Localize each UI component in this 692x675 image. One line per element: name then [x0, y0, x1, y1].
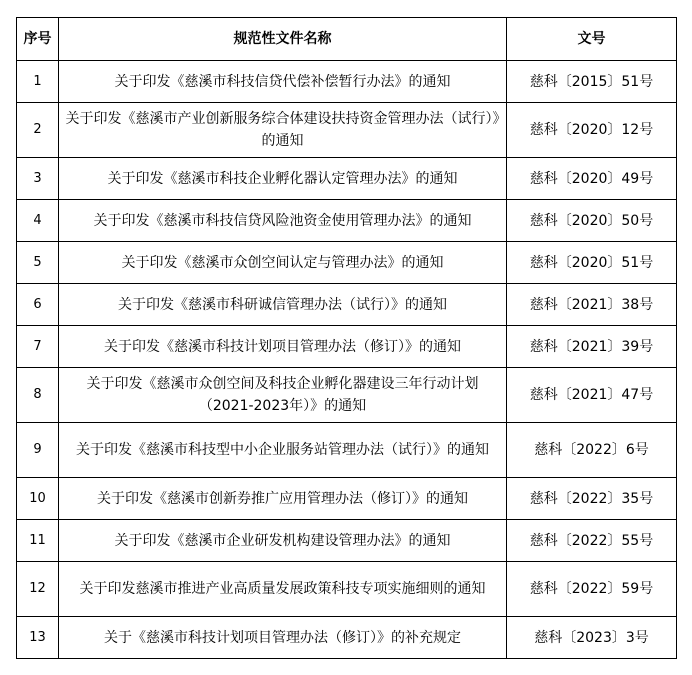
table-row	[17, 478, 677, 520]
row-document-name: 关于印发《慈溪市众创空间认定与管理办法》的通知	[59, 242, 507, 284]
row-document-number: 慈科〔2020〕12号	[507, 103, 677, 158]
row-document-number: 慈科〔2021〕38号	[507, 284, 677, 326]
row-no: 9	[17, 423, 59, 478]
header-no: 序号	[17, 18, 59, 61]
row-no: 5	[17, 242, 59, 284]
row-no: 6	[17, 284, 59, 326]
table-header-row	[17, 18, 677, 61]
table-row	[17, 326, 677, 368]
table-row	[17, 423, 677, 478]
row-document-name: 关于印发《慈溪市科研诚信管理办法（试行）》的通知	[59, 284, 507, 326]
regulatory-documents-table	[16, 17, 677, 659]
row-document-name: 关于印发《慈溪市科技企业孵化器认定管理办法》的通知	[59, 158, 507, 200]
table-row	[17, 368, 677, 423]
header-document-name: 规范性文件名称	[59, 18, 507, 61]
row-no: 2	[17, 103, 59, 158]
table-row	[17, 103, 677, 158]
row-document-number: 慈科〔2021〕47号	[507, 368, 677, 423]
row-document-name: 关于印发《慈溪市科技信贷代偿补偿暂行办法》的通知	[59, 61, 507, 103]
table-row	[17, 284, 677, 326]
row-document-name: 关于印发《慈溪市企业研发机构建设管理办法》的通知	[59, 520, 507, 562]
row-document-number: 慈科〔2022〕35号	[507, 478, 677, 520]
row-document-name: 关于印发《慈溪市众创空间及科技企业孵化器建设三年行动计划（2021-2023年）》的通知	[59, 368, 507, 423]
row-document-name: 关于印发《慈溪市科技型中小企业服务站管理办法（试行）》的通知	[59, 423, 507, 478]
row-document-number: 慈科〔2020〕51号	[507, 242, 677, 284]
row-document-number: 慈科〔2015〕51号	[507, 61, 677, 103]
row-no: 10	[17, 478, 59, 520]
row-document-number: 慈科〔2021〕39号	[507, 326, 677, 368]
table-row	[17, 562, 677, 617]
row-document-name: 关于印发《慈溪市产业创新服务综合体建设扶持资金管理办法（试行）》的通知	[59, 103, 507, 158]
row-document-name: 关于印发《慈溪市创新券推广应用管理办法（修订）》的通知	[59, 478, 507, 520]
table-row	[17, 200, 677, 242]
table-row	[17, 158, 677, 200]
row-document-number: 慈科〔2022〕6号	[507, 423, 677, 478]
row-document-name: 关于《慈溪市科技计划项目管理办法（修订）》的补充规定	[59, 617, 507, 659]
table-row	[17, 61, 677, 103]
row-no: 3	[17, 158, 59, 200]
row-no: 11	[17, 520, 59, 562]
row-no: 1	[17, 61, 59, 103]
row-document-name: 关于印发《慈溪市科技信贷风险池资金使用管理办法》的通知	[59, 200, 507, 242]
row-document-number: 慈科〔2020〕50号	[507, 200, 677, 242]
row-document-number: 慈科〔2022〕55号	[507, 520, 677, 562]
row-document-number: 慈科〔2022〕59号	[507, 562, 677, 617]
row-document-name: 关于印发慈溪市推进产业高质量发展政策科技专项实施细则的通知	[59, 562, 507, 617]
table-row	[17, 617, 677, 659]
row-no: 13	[17, 617, 59, 659]
row-no: 7	[17, 326, 59, 368]
row-document-number: 慈科〔2020〕49号	[507, 158, 677, 200]
row-document-name: 关于印发《慈溪市科技计划项目管理办法（修订）》的通知	[59, 326, 507, 368]
table-row	[17, 242, 677, 284]
row-no: 8	[17, 368, 59, 423]
row-no: 12	[17, 562, 59, 617]
row-no: 4	[17, 200, 59, 242]
header-document-number: 文号	[507, 18, 677, 61]
row-document-number: 慈科〔2023〕3号	[507, 617, 677, 659]
table-row	[17, 520, 677, 562]
